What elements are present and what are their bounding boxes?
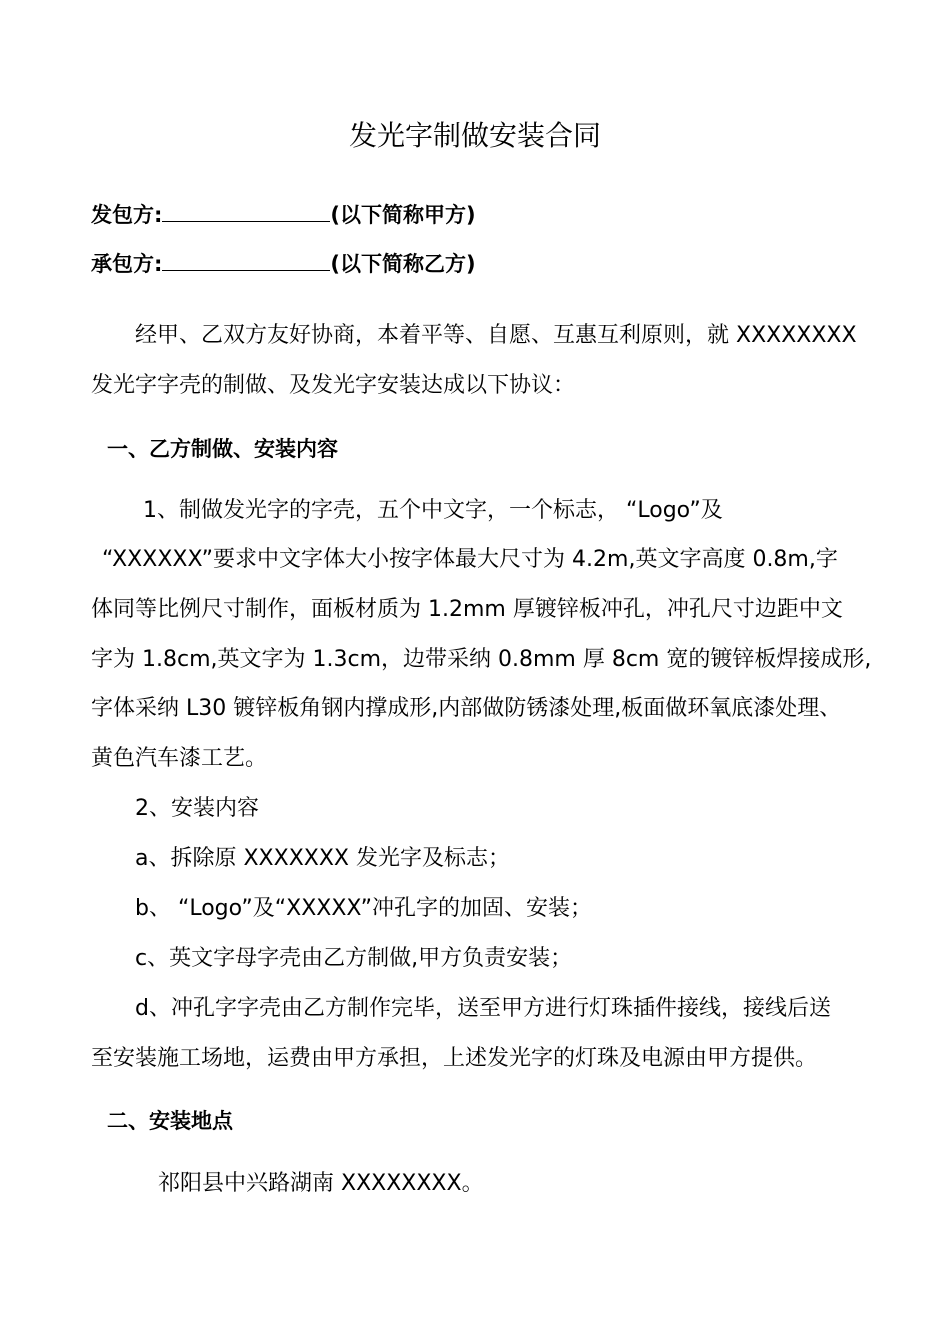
party-a-label: 发包方: [91, 203, 163, 227]
item2-title: 2、安装内容 [135, 796, 259, 821]
party-b-blank [162, 248, 330, 271]
party-b-line [91, 248, 476, 279]
document-title: 发光字制做安装合同 [348, 119, 601, 152]
party-a-suffix: (以下简称甲方) [330, 203, 476, 227]
item1-line-5: 字体采纳 L30 镀锌板角钢内撑成形,内部做防锈漆处理,板面做环氧底漆处理、 [91, 696, 842, 721]
section1-heading: 一、乙方制做、安装内容 [107, 437, 338, 461]
party-b-suffix: (以下简称乙方) [330, 252, 476, 276]
install-address: 祁阳县中兴路湖南 XXXXXXXX。 [158, 1171, 484, 1196]
item1-line-3: 体同等比例尺寸制作，面板材质为 1.2mm 厚镀锌板冲孔，冲孔尺寸边距中文 [91, 597, 843, 622]
intro-line-1: 经甲、乙双方友好协商，本着平等、自愿、互惠互利原则，就 XXXXXXXX [135, 323, 857, 348]
item1-line-1: 1、制做发光字的字壳，五个中文字，一个标志， “Logo”及 [143, 498, 723, 523]
item2-d-line-2: 至安装施工场地，运费由甲方承担，上述发光字的灯珠及电源由甲方提供。 [91, 1046, 818, 1071]
item2-c: c、英文字母字壳由乙方制做,甲方负责安装； [135, 946, 573, 971]
party-a-line [91, 199, 476, 230]
item1-line-6: 黄色汽车漆工艺。 [91, 746, 268, 771]
item2-d-line-1: d、冲孔字字壳由乙方制作完毕，送至甲方进行灯珠插件接线，接线后送 [135, 996, 831, 1021]
intro-line-2: 发光字字壳的制做、及发光字安装达成以下协议： [91, 373, 576, 398]
item1-line-2: “XXXXXX”要求中文字体大小按字体最大尺寸为 4.2m,英文字高度 0.8m,字 [102, 547, 838, 572]
item1-line-4: 字为 1.8cm,英文字为 1.3cm，边带采纳 0.8mm 厚 8cm 宽的镀锌板焊接成形, [91, 647, 872, 672]
party-b-label: 承包方: [91, 252, 163, 276]
item2-a: a、拆除原 XXXXXXX 发光字及标志； [135, 846, 510, 871]
party-a-blank [162, 199, 330, 222]
item2-b: b、 “Logo”及“XXXXX”冲孔字的加固、安装； [135, 896, 592, 921]
section2-heading: 二、安装地点 [107, 1109, 233, 1133]
